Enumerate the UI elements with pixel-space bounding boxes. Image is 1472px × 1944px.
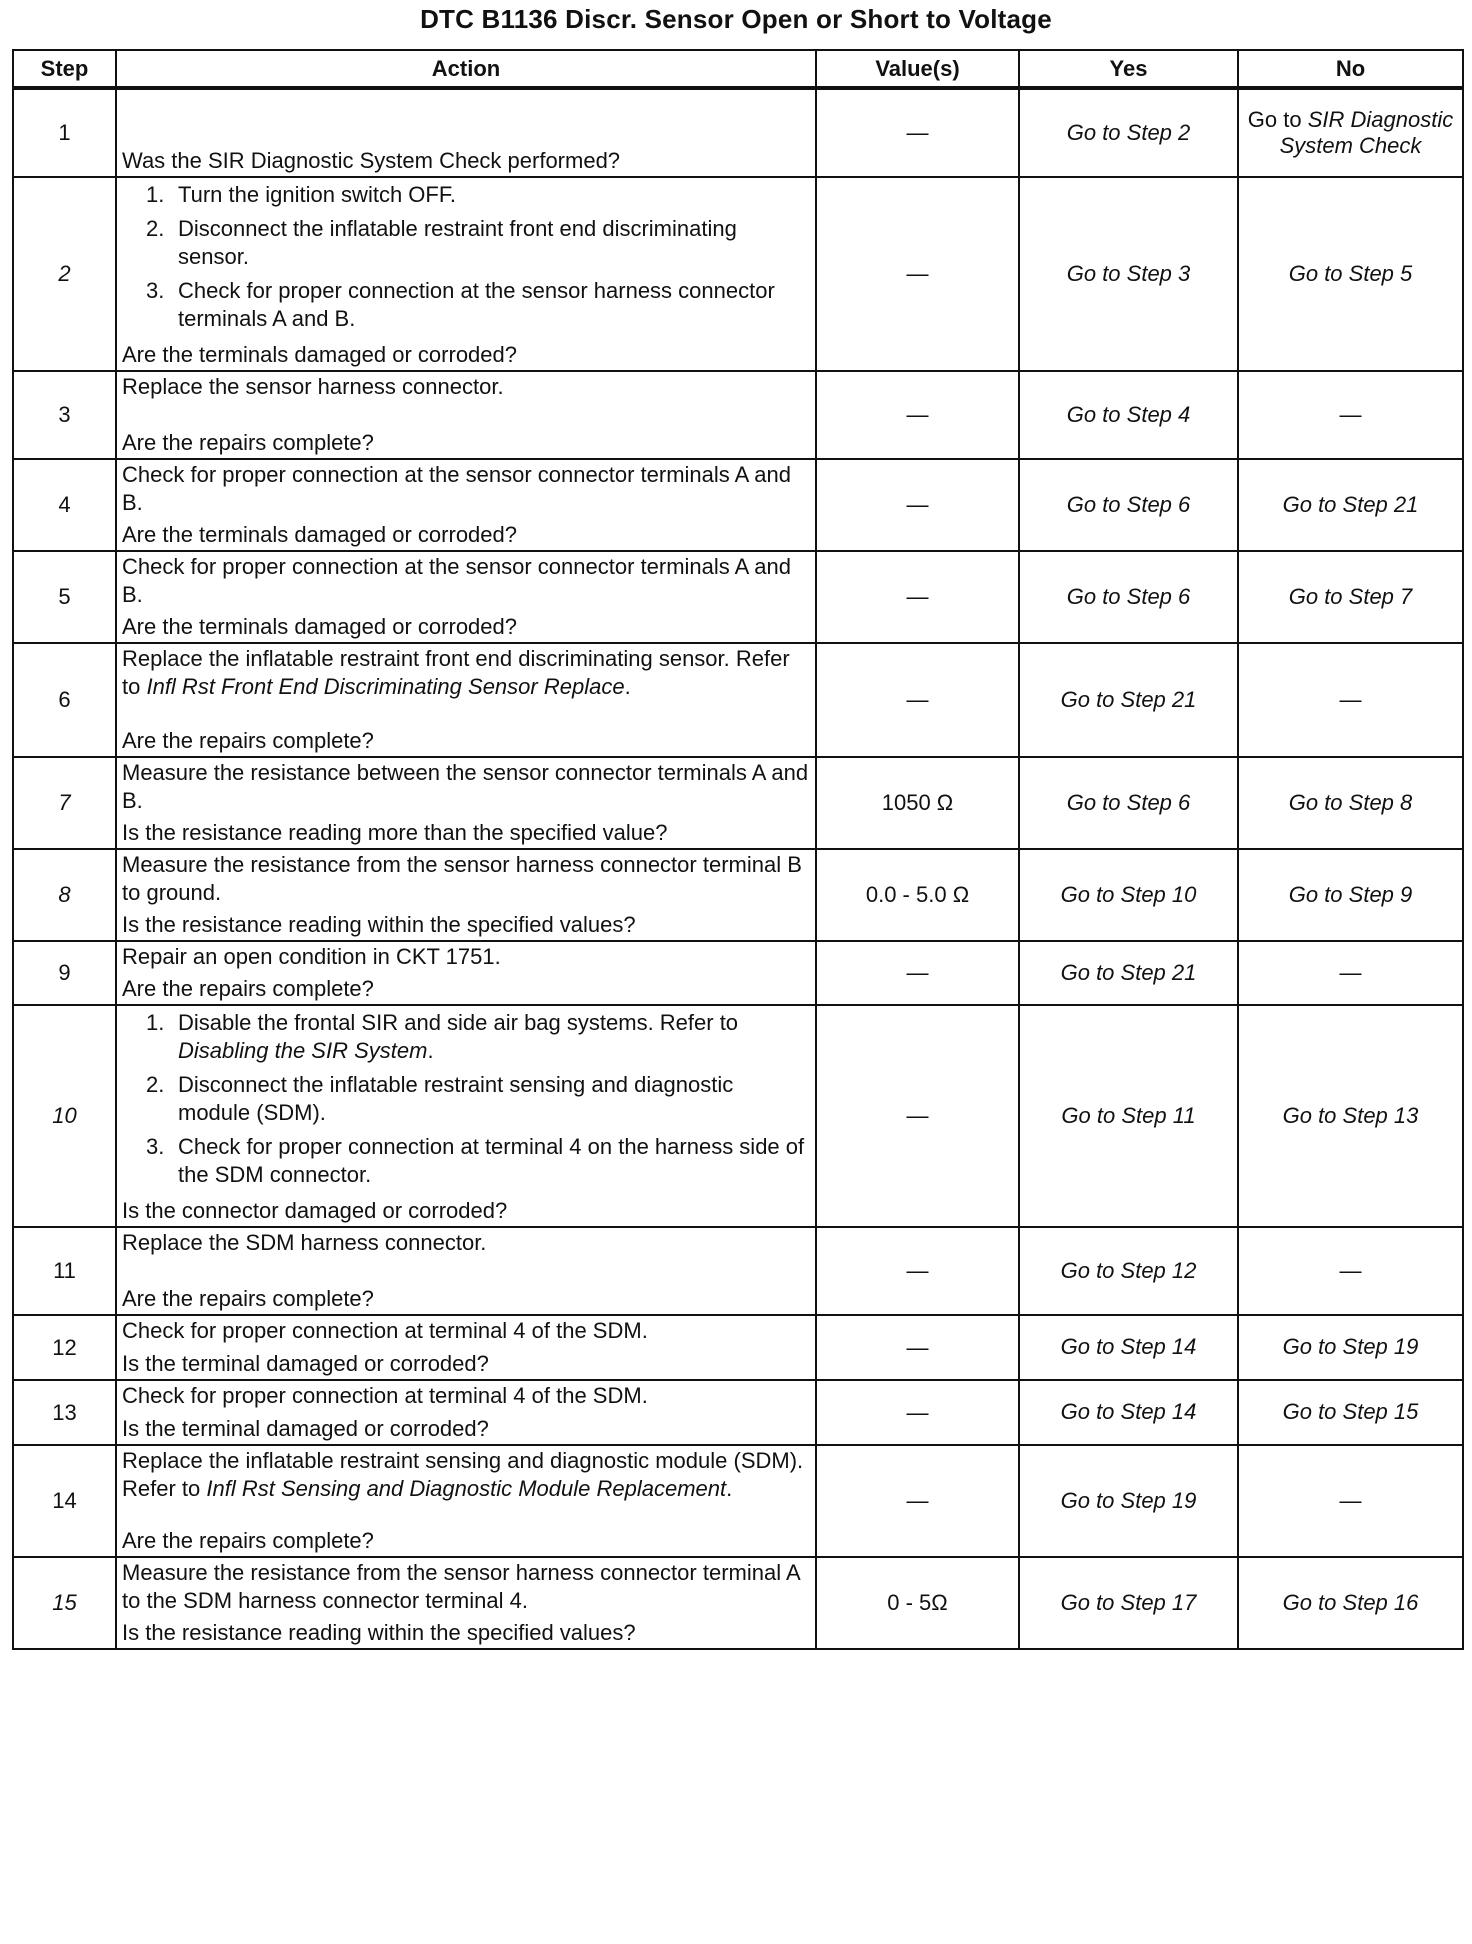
- page-title: DTC B1136 Discr. Sensor Open or Short to Voltage: [420, 4, 1052, 34]
- table-row: [13, 941, 1463, 1005]
- no-goto: Go to Step 15: [1282, 1399, 1419, 1424]
- no-cell: [1238, 1005, 1463, 1227]
- action-content: [122, 1317, 811, 1378]
- yes-cell: [1019, 459, 1238, 551]
- instruction-number: 2.: [146, 216, 165, 241]
- no-cell: [1238, 757, 1463, 849]
- instruction-number: 1.: [146, 182, 165, 207]
- header-step: Step: [13, 50, 116, 88]
- numbered-instruction: [146, 181, 811, 209]
- yes-cell: [1019, 88, 1238, 177]
- header-yes: Yes: [1019, 50, 1238, 88]
- value-text: —: [906, 492, 929, 517]
- step-number: 7: [13, 757, 116, 849]
- instruction-text-part: Check for proper connection at terminal 4 on the harness side of the SDM connector.: [178, 1134, 805, 1187]
- yes-goto: Go to Step 14: [1060, 1334, 1197, 1359]
- instruction-text: Replace the SDM harness connector.: [122, 1230, 487, 1255]
- diagnostic-table: [12, 49, 1464, 1650]
- value-cell: [816, 643, 1019, 757]
- yes-cell: [1019, 849, 1238, 941]
- instruction-text: [178, 1009, 811, 1065]
- no-goto: Go to Step 9: [1288, 881, 1413, 907]
- no-cell: [1238, 1380, 1463, 1445]
- procedure-reference: Infl Rst Front End Discriminating Sensor Replace: [146, 674, 625, 699]
- no-goto: Go to Step 7: [1288, 583, 1413, 609]
- no-cell: [1238, 551, 1463, 643]
- no-cell: [1238, 88, 1463, 177]
- action-cell: [116, 849, 816, 941]
- table-row: [13, 1445, 1463, 1557]
- value-cell: [816, 459, 1019, 551]
- yes-cell: [1019, 643, 1238, 757]
- question-text: Are the repairs complete?: [122, 1528, 374, 1553]
- table-row: [13, 371, 1463, 459]
- action-cell: [116, 1227, 816, 1315]
- action-content: [122, 1559, 811, 1647]
- value-text: —: [906, 120, 929, 145]
- yes-cell: [1019, 1005, 1238, 1227]
- table-row: [13, 1380, 1463, 1445]
- instruction-text-part: Disconnect the inflatable restraint front end discriminating sensor.: [178, 216, 737, 269]
- value-cell: [816, 849, 1019, 941]
- action-content: [122, 1229, 811, 1313]
- table-body: [13, 88, 1463, 1649]
- question-text: Are the terminals damaged or corroded?: [122, 522, 517, 547]
- action-content: [122, 759, 811, 847]
- yes-goto: Go to Step 21: [1060, 959, 1197, 985]
- action-content: [122, 645, 811, 755]
- yes-goto: Go to Step 17: [1060, 1589, 1197, 1615]
- question-text: Is the resistance reading within the specified values?: [122, 1620, 636, 1645]
- value-text: —: [906, 1488, 929, 1513]
- numbered-instruction: [146, 277, 811, 333]
- step-number: 14: [13, 1445, 116, 1557]
- value-cell: [816, 371, 1019, 459]
- action-content: [122, 91, 811, 175]
- instruction-text: [178, 277, 811, 333]
- step-number: 2: [13, 177, 116, 371]
- no-goto: —: [1339, 401, 1362, 427]
- value-text: —: [906, 1103, 929, 1128]
- action-content: [122, 1447, 811, 1555]
- instruction-text: Measure the resistance from the sensor harness connector terminal B to ground.: [122, 852, 802, 905]
- no-cell: [1238, 849, 1463, 941]
- instruction-text: Measure the resistance between the sensor connector terminals A and B.: [122, 760, 809, 813]
- instruction-text-part: Disconnect the inflatable restraint sensing and diagnostic module (SDM).: [178, 1072, 734, 1125]
- yes-goto: Go to Step 6: [1066, 491, 1191, 517]
- instruction-number: 2.: [146, 1072, 165, 1097]
- yes-goto: Go to Step 21: [1060, 686, 1197, 712]
- no-cell: [1238, 1557, 1463, 1649]
- instruction-text-part: Check for proper connection at the sensor harness connector terminals A and B.: [178, 278, 775, 331]
- value-text: —: [906, 402, 929, 427]
- instruction-text-part: Disable the frontal SIR and side air bag systems. Refer to: [178, 1010, 739, 1035]
- table-row: [13, 459, 1463, 551]
- action-content: [122, 179, 811, 369]
- action-cell: [116, 371, 816, 459]
- value-cell: [816, 1557, 1019, 1649]
- value-text: —: [906, 1258, 929, 1283]
- procedure-reference: SIR Diagnostic System Check: [1279, 106, 1454, 158]
- action-instructions: [122, 1559, 811, 1617]
- step-number: 1: [13, 88, 116, 177]
- table-row: [13, 643, 1463, 757]
- step-number: 8: [13, 849, 116, 941]
- step-number: 10: [13, 1005, 116, 1227]
- action-instructions: [122, 943, 811, 973]
- instruction-text-part: .: [427, 1038, 434, 1063]
- no-cell: [1238, 177, 1463, 371]
- instruction-number: 3.: [146, 1134, 165, 1159]
- action-content: [122, 943, 811, 1003]
- value-cell: [816, 1227, 1019, 1315]
- value-text: 1050 Ω: [881, 790, 954, 815]
- procedure-reference: Infl Rst Sensing and Diagnostic Module Replacement: [206, 1476, 727, 1501]
- instruction-text: [178, 1071, 811, 1127]
- no-goto: —: [1339, 686, 1362, 712]
- question-text: Are the repairs complete?: [122, 1286, 374, 1311]
- header-action: Action: [116, 50, 816, 88]
- yes-goto: Go to Step 12: [1060, 1257, 1197, 1283]
- no-goto-prefix: Go to: [1247, 106, 1302, 132]
- yes-goto: Go to Step 6: [1066, 789, 1191, 815]
- step-number: 6: [13, 643, 116, 757]
- yes-cell: [1019, 371, 1238, 459]
- no-goto: Go to Step 13: [1282, 1102, 1419, 1128]
- instruction-text: [178, 1133, 811, 1189]
- instruction-text: Check for proper connection at terminal 4 of the SDM.: [122, 1383, 648, 1408]
- no-cell: [1238, 371, 1463, 459]
- value-text: —: [906, 584, 929, 609]
- yes-cell: [1019, 1227, 1238, 1315]
- no-goto: Go to Step 16: [1282, 1589, 1419, 1615]
- action-content: [122, 851, 811, 939]
- procedure-reference: Disabling the SIR System: [178, 1038, 428, 1063]
- no-goto: —: [1339, 1487, 1362, 1513]
- no-goto: Go to Step 5: [1288, 260, 1413, 286]
- question-text: Is the resistance reading within the specified values?: [122, 912, 636, 937]
- action-instructions: [122, 179, 811, 339]
- yes-cell: [1019, 941, 1238, 1005]
- value-text: —: [906, 1334, 929, 1360]
- numbered-instruction: [146, 1133, 811, 1189]
- action-instructions: [122, 759, 811, 817]
- instruction-text-part: Replace the inflatable restraint sensing and diagnostic module (SDM). Refer to: [122, 1448, 804, 1501]
- table-row: [13, 849, 1463, 941]
- no-goto: Go to Step 19: [1282, 1334, 1419, 1359]
- question-text: Is the terminal damaged or corroded?: [122, 1351, 489, 1376]
- instruction-text: Check for proper connection at the sensor connector terminals A and B.: [122, 462, 791, 515]
- value-cell: [816, 551, 1019, 643]
- action-instructions: [122, 373, 811, 403]
- action-content: [122, 553, 811, 641]
- yes-goto: Go to Step 2: [1066, 119, 1191, 145]
- yes-cell: [1019, 1445, 1238, 1557]
- action-cell: [116, 1005, 816, 1227]
- action-instructions: [122, 645, 811, 703]
- step-number: 11: [13, 1227, 116, 1315]
- value-text: —: [906, 261, 929, 286]
- yes-goto: Go to Step 10: [1060, 881, 1197, 907]
- action-cell: [116, 757, 816, 849]
- action-cell: [116, 1380, 816, 1445]
- action-instructions: [122, 1382, 811, 1412]
- no-cell: [1238, 459, 1463, 551]
- action-content: [122, 461, 811, 549]
- question-text: Are the repairs complete?: [122, 728, 374, 753]
- no-cell: [1238, 1445, 1463, 1557]
- value-cell: [816, 941, 1019, 1005]
- action-cell: [116, 459, 816, 551]
- action-instructions: [122, 1447, 811, 1505]
- yes-goto: Go to Step 14: [1060, 1399, 1197, 1424]
- value-text: —: [906, 1399, 929, 1425]
- instruction-text: Check for proper connection at terminal 4 of the SDM.: [122, 1318, 648, 1343]
- instruction-text-part: .: [726, 1476, 733, 1501]
- question-text: Is the terminal damaged or corroded?: [122, 1416, 489, 1441]
- action-cell: [116, 88, 816, 177]
- value-text: 0 - 5Ω: [887, 1590, 948, 1615]
- action-cell: [116, 1445, 816, 1557]
- instruction-text-part: Replace the inflatable restraint front end discriminating sensor. Refer to: [122, 646, 790, 699]
- no-goto: —: [1339, 959, 1362, 985]
- action-cell: [116, 1315, 816, 1380]
- instruction-text-part: Turn the ignition switch OFF.: [178, 182, 456, 207]
- question-text: Is the connector damaged or corroded?: [122, 1198, 508, 1223]
- table-row: [13, 757, 1463, 849]
- action-instructions: [122, 461, 811, 519]
- question-text: Is the resistance reading more than the specified value?: [122, 820, 668, 845]
- header-row: [13, 50, 1463, 88]
- no-goto: —: [1339, 1257, 1362, 1283]
- question-text: Are the terminals damaged or corroded?: [122, 342, 517, 367]
- step-number: 12: [13, 1315, 116, 1380]
- value-cell: [816, 1005, 1019, 1227]
- action-cell: [116, 551, 816, 643]
- step-number: 15: [13, 1557, 116, 1649]
- value-cell: [816, 177, 1019, 371]
- no-goto: Go to Step 21: [1282, 491, 1419, 517]
- value-cell: [816, 757, 1019, 849]
- step-number: 5: [13, 551, 116, 643]
- instruction-text: [122, 645, 811, 701]
- yes-goto: Go to Step 6: [1066, 583, 1191, 609]
- header-values: Value(s): [816, 50, 1019, 88]
- instruction-text-part: .: [624, 674, 631, 699]
- step-number: 13: [13, 1380, 116, 1445]
- numbered-instruction: [146, 1071, 811, 1127]
- table-row: [13, 551, 1463, 643]
- table-row: [13, 1557, 1463, 1649]
- step-number: 9: [13, 941, 116, 1005]
- table-row: [13, 1227, 1463, 1315]
- value-cell: [816, 1315, 1019, 1380]
- action-cell: [116, 941, 816, 1005]
- table-row: [13, 88, 1463, 177]
- value-text: —: [906, 960, 929, 985]
- value-text: 0.0 - 5.0 Ω: [865, 882, 970, 907]
- question-text: Are the repairs complete?: [122, 976, 374, 1001]
- question-text: Was the SIR Diagnostic System Check performed?: [122, 148, 621, 173]
- table-row: [13, 1005, 1463, 1227]
- action-cell: [116, 177, 816, 371]
- instruction-text: Replace the sensor harness connector.: [122, 374, 504, 399]
- no-goto: [1248, 107, 1453, 158]
- action-instructions: [122, 1007, 811, 1195]
- yes-cell: [1019, 1315, 1238, 1380]
- action-instructions: [122, 1317, 811, 1347]
- no-cell: [1238, 643, 1463, 757]
- action-instructions: [122, 851, 811, 909]
- yes-goto: Go to Step 3: [1066, 260, 1191, 286]
- question-text: Are the repairs complete?: [122, 430, 374, 455]
- yes-cell: [1019, 177, 1238, 371]
- value-cell: [816, 1380, 1019, 1445]
- yes-cell: [1019, 757, 1238, 849]
- no-goto: Go to Step 8: [1288, 789, 1413, 815]
- yes-goto: Go to Step 4: [1066, 401, 1191, 427]
- instruction-text: Repair an open condition in CKT 1751.: [122, 944, 501, 969]
- action-instructions: [122, 553, 811, 611]
- no-cell: [1238, 1227, 1463, 1315]
- yes-goto: Go to Step 11: [1061, 1102, 1196, 1128]
- instruction-text: Check for proper connection at the sensor connector terminals A and B.: [122, 554, 791, 607]
- table-row: [13, 1315, 1463, 1380]
- instruction-number: 3.: [146, 278, 165, 303]
- yes-goto: Go to Step 19: [1060, 1487, 1197, 1513]
- step-number: 4: [13, 459, 116, 551]
- action-content: [122, 373, 811, 457]
- instruction-number: 1.: [146, 1010, 165, 1035]
- step-number: 3: [13, 371, 116, 459]
- instruction-text: Measure the resistance from the sensor harness connector terminal A to the SDM harness connector terminal 4.: [122, 1560, 800, 1613]
- yes-cell: [1019, 551, 1238, 643]
- instruction-text: [178, 215, 811, 271]
- table-row: [13, 177, 1463, 371]
- instruction-text: [178, 181, 811, 209]
- value-cell: [816, 1445, 1019, 1557]
- value-text: —: [906, 687, 929, 712]
- header-no: No: [1238, 50, 1463, 88]
- numbered-instruction: [146, 215, 811, 271]
- no-cell: [1238, 1315, 1463, 1380]
- action-content: [122, 1007, 811, 1225]
- action-content: [122, 1382, 811, 1443]
- action-instructions: [122, 1229, 811, 1259]
- numbered-instruction: [146, 1009, 811, 1065]
- action-cell: [116, 1557, 816, 1649]
- yes-cell: [1019, 1380, 1238, 1445]
- yes-cell: [1019, 1557, 1238, 1649]
- question-text: Are the terminals damaged or corroded?: [122, 614, 517, 639]
- action-cell: [116, 643, 816, 757]
- no-cell: [1238, 941, 1463, 1005]
- instruction-text: [122, 1447, 811, 1503]
- value-cell: [816, 88, 1019, 177]
